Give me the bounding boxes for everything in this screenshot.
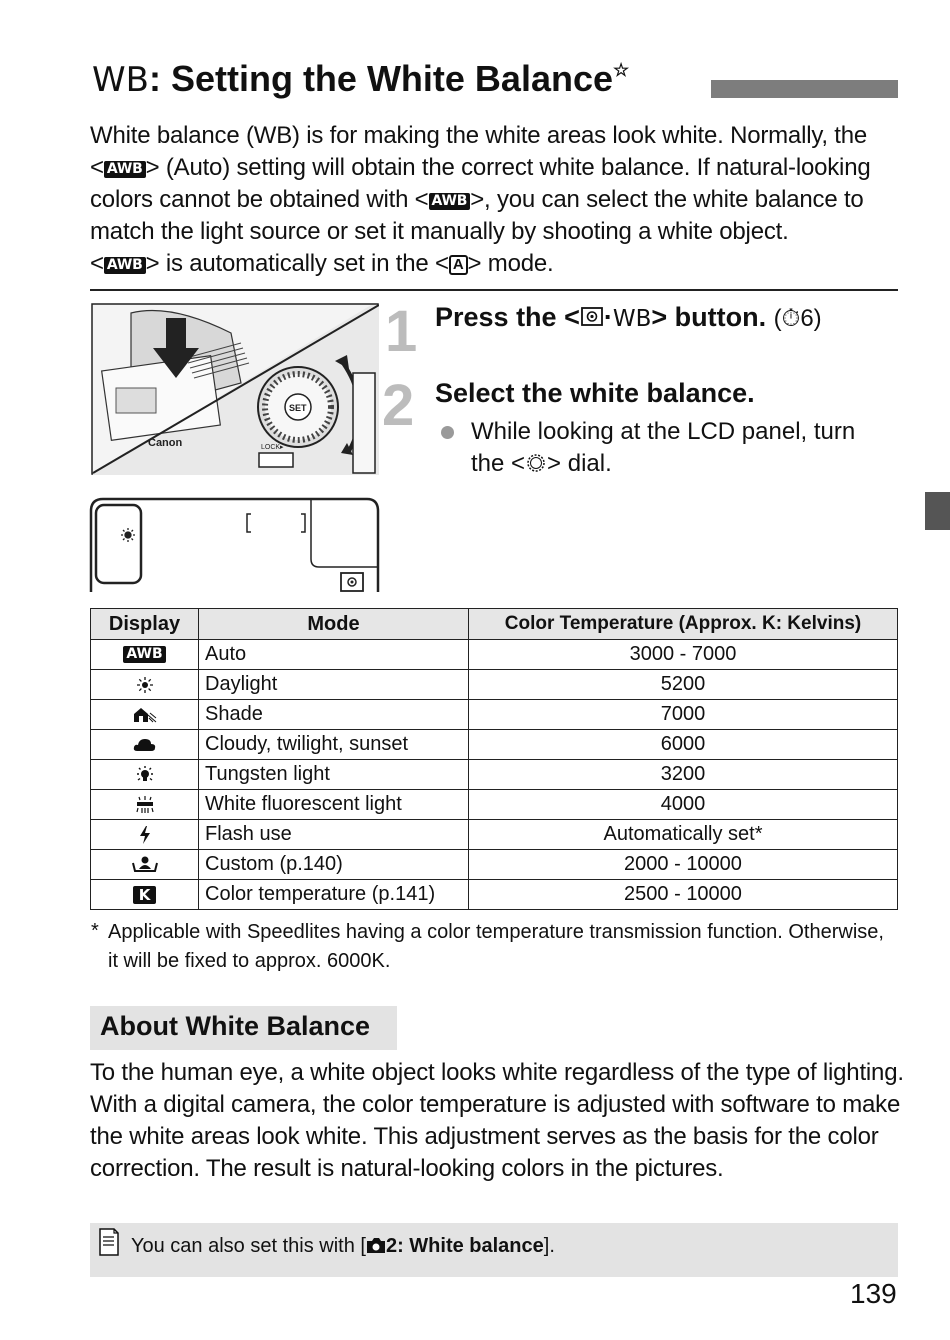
timer-reference: (⏱6)	[773, 305, 822, 332]
temp-cell: 7000	[469, 700, 898, 730]
note-box	[90, 1223, 898, 1277]
awb-icon: AWB	[104, 161, 146, 178]
table-row	[91, 640, 898, 670]
set-button-label: SET	[289, 403, 307, 413]
title-text: : Setting the White Balance	[148, 58, 613, 99]
mode-cell: Auto	[199, 640, 469, 670]
mode-cell: Daylight	[199, 670, 469, 700]
note-menu-name: 2: White balance	[385, 1235, 544, 1257]
canon-logo: Canon	[148, 437, 183, 449]
custom-wb-icon	[131, 855, 159, 875]
intro-text-2: > (Auto) setting will obtain the correct white balance. If natural-looking	[145, 154, 871, 181]
metering-icon	[580, 306, 604, 328]
divider	[90, 289, 898, 291]
shooting-menu-icon	[366, 1237, 386, 1254]
temp-cell: 4000	[469, 790, 898, 820]
cloudy-icon	[133, 736, 157, 754]
header-color-temperature: Color Temperature (Approx. K: Kelvins)	[469, 609, 898, 640]
mode-cell: Shade	[199, 700, 469, 730]
note-text	[131, 1235, 555, 1258]
bullet-text-2: the <	[471, 450, 526, 477]
lcd-panel-illustration	[89, 497, 381, 592]
fluorescent-icon	[134, 795, 156, 815]
footnote: Applicable with Speedlites having a color temperature transmission function. Otherwise, it will be fixed to approx. 6000K.	[108, 921, 884, 972]
title-row	[92, 58, 898, 108]
temp-cell: 5200	[469, 670, 898, 700]
mode-cell: Cloudy, twilight, sunset	[199, 730, 469, 760]
step-1-number: 1	[385, 299, 418, 364]
table-row	[91, 670, 898, 700]
section-tab	[925, 492, 950, 530]
about-paragraph: To the human eye, a white object looks white regardless of the type of lighting. With a digital camera, the color temperature is adjusted with software to make the white areas look white. This adjustment serves as the basis for the color correction. The result is natural-looking colors in the pictures.	[90, 1059, 904, 1182]
mode-cell: Tungsten light	[199, 760, 469, 790]
table-row	[91, 880, 898, 910]
table-row	[91, 820, 898, 850]
table-row	[91, 850, 898, 880]
bullet-text-1: While looking at the LCD panel, turn	[471, 418, 856, 445]
wb-symbol: WB	[612, 306, 652, 332]
mode-cell: Flash use	[199, 820, 469, 850]
temp-cell: 3000 - 7000	[469, 640, 898, 670]
temp-cell: 6000	[469, 730, 898, 760]
note-text-1: You can also set this with [	[131, 1235, 366, 1257]
step-2-heading: Select the white balance.	[435, 378, 755, 408]
flash-icon	[138, 825, 152, 845]
intro-text-1: White balance (WB) is for making the white areas look white. Normally, the	[90, 122, 868, 149]
creative-auto-icon: A	[449, 255, 468, 275]
temp-cell: 2500 - 10000	[469, 880, 898, 910]
step-2-number: 2	[382, 373, 415, 438]
table-header-row	[91, 609, 898, 640]
tungsten-icon	[135, 765, 155, 785]
step-2-bullet	[471, 416, 891, 480]
footnote-mark: *	[91, 920, 99, 942]
main-dial-icon	[525, 452, 547, 474]
wb-symbol: WB	[92, 60, 149, 100]
temp-cell: Automatically set*	[469, 820, 898, 850]
mode-cell: Custom (p.140)	[199, 850, 469, 880]
bullet-text-3: > dial.	[547, 450, 612, 477]
header-display: Display	[91, 609, 199, 640]
daylight-icon	[135, 675, 155, 695]
note-icon	[98, 1227, 120, 1257]
lock-label: LOCK▸	[261, 444, 284, 451]
bullet-icon	[441, 426, 454, 439]
note-text-2: ].	[543, 1235, 555, 1257]
kelvin-icon: K	[133, 886, 157, 904]
intro-text-4: >, you can select the white balance to	[470, 186, 864, 213]
table-row	[91, 790, 898, 820]
table-row	[91, 730, 898, 760]
awb-icon: AWB	[429, 193, 471, 210]
mode-cell: White fluorescent light	[199, 790, 469, 820]
awb-icon: AWB	[104, 257, 146, 274]
step-1-text: Press the <	[435, 302, 580, 332]
white-balance-table	[90, 608, 898, 910]
table-row	[91, 760, 898, 790]
page-number: 139	[850, 1278, 897, 1309]
intro-text-3: colors cannot be obtained with <	[90, 186, 429, 213]
star-icon: ☆	[613, 60, 630, 80]
daylight-icon	[121, 528, 135, 542]
table-row	[91, 700, 898, 730]
step-1-text-end: > button.	[651, 302, 767, 332]
about-heading: About White Balance	[90, 1006, 397, 1050]
step-1-heading: Press the < ·WB> button. (⏱6)	[435, 302, 822, 332]
mode-cell: Color temperature (p.141)	[199, 880, 469, 910]
intro-text-5: match the light source or set it manually by shooting a white object.	[90, 218, 789, 245]
metering-icon	[341, 573, 363, 591]
intro-paragraph: White balance (WB) is for making the white areas look white. Normally, the < AWB > (Auto) setting will obtain the correct white balance. If natural-looking colors cannot be obtained with < AWB >, you can select the white balance to match the light source or set it manually by shooting a white object. < AWB > is automatically set in the < A > mode.	[90, 122, 871, 277]
temp-cell: 3200	[469, 760, 898, 790]
title-bar	[711, 80, 898, 98]
shade-icon	[132, 705, 158, 725]
header-mode: Mode	[199, 609, 469, 640]
intro-text-6: > is automatically set in the <	[145, 250, 449, 277]
camera-illustration	[91, 303, 379, 475]
intro-text-7: > mode.	[467, 250, 554, 277]
temp-cell: 2000 - 10000	[469, 850, 898, 880]
page-title	[92, 58, 629, 100]
awb-icon: AWB	[123, 646, 165, 663]
